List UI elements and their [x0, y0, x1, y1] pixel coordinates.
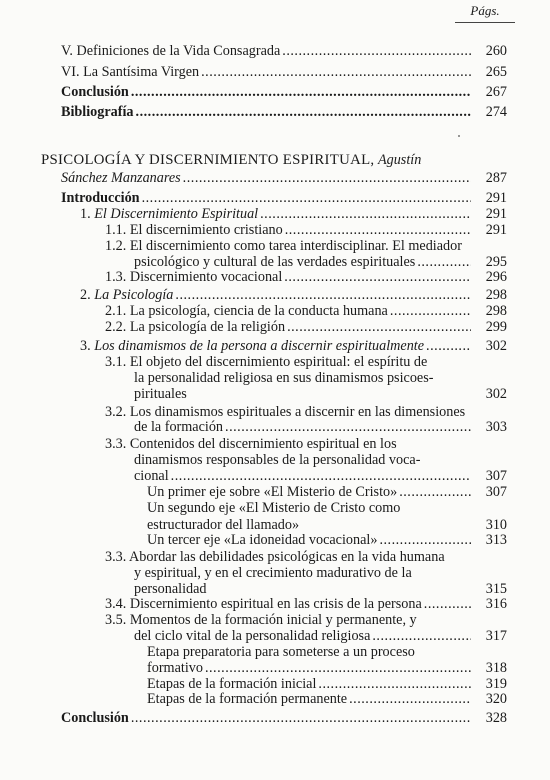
toc-entry [147, 517, 507, 533]
leader-dots [205, 660, 471, 676]
toc-label: VI. La Santísima Virgen [61, 64, 200, 80]
toc-entry [61, 43, 507, 59]
toc-entry [61, 64, 507, 80]
toc-page: 298 [485, 287, 507, 303]
toc-page: 296 [485, 269, 507, 285]
leader-dots [225, 419, 471, 435]
toc-entry [134, 386, 507, 402]
toc-entry [61, 104, 507, 120]
toc-entry [134, 254, 507, 270]
toc-label: Conclusión [61, 84, 129, 100]
toc-entry [105, 596, 507, 612]
toc-page: 316 [485, 596, 507, 612]
leader-dots [399, 484, 471, 500]
toc-label: formativo [147, 660, 203, 676]
leader-dots [131, 710, 471, 726]
toc-label: 2.1. La psicología, ciencia de la conducta humana [105, 303, 388, 319]
toc-line: Etapa preparatoria para someterse a un proceso [147, 644, 415, 660]
toc-label: del ciclo vital de la personalidad religiosa [134, 628, 371, 644]
toc-entry [105, 269, 507, 285]
toc-page: 302 [485, 338, 507, 354]
toc-line: 3.5. Momentos de la formación inicial y permanente, y [105, 612, 417, 628]
leader-dots [349, 691, 471, 707]
toc-page: 291 [485, 206, 507, 222]
leader-dots [417, 254, 471, 270]
speck [458, 135, 460, 137]
toc-line: 1.2. El discernimiento como tarea interdisciplinar. El mediador [105, 238, 462, 254]
leader-dots [171, 468, 471, 484]
toc-label: personalidad [134, 581, 207, 597]
toc-label: Introducción [61, 190, 140, 206]
toc-label: Conclusión [61, 710, 129, 726]
toc-page: 307 [485, 468, 507, 484]
toc-page: 307 [485, 484, 507, 500]
toc-number: 2. [80, 287, 91, 303]
toc-page: 265 [485, 64, 507, 80]
toc-entry [80, 206, 507, 222]
article-author-last: Sánchez Manzanares [61, 170, 181, 186]
toc-label: Un tercer eje «La idoneidad vocacional» [147, 532, 378, 548]
toc-entry [61, 170, 507, 186]
leader-dots [285, 222, 471, 238]
toc-label: 2.2. La psicología de la religión [105, 319, 286, 335]
toc-line: la personalidad religiosa en sus dinamismos psicoes- [134, 370, 434, 386]
leader-dots [318, 676, 471, 692]
toc-entry [105, 222, 507, 238]
toc-line: 3.2. Los dinamismos espirituales a discernir en las dimensiones [105, 404, 466, 420]
leader-dots [390, 303, 471, 319]
toc-entry [105, 319, 507, 335]
toc-label: El Discernimiento Espiritual [94, 206, 259, 222]
toc-entry [147, 484, 507, 500]
leader-dots [175, 287, 471, 303]
toc-number: 3. [80, 338, 91, 354]
toc-page: 302 [485, 386, 507, 402]
toc-label: 3.4. Discernimiento espiritual en las crisis de la persona [105, 596, 422, 612]
toc-label: V. Definiciones de la Vida Consagrada [61, 43, 281, 59]
toc-entry [147, 532, 507, 548]
toc-entry [147, 676, 507, 692]
toc-label: 1.3. Discernimiento vocacional [105, 269, 283, 285]
toc-line: y espiritual, y en el crecimiento madurativo de la [134, 565, 412, 581]
toc-page: 319 [485, 676, 507, 692]
toc-label: Bibliografía [61, 104, 134, 120]
toc-entry [134, 581, 507, 597]
toc-page: 298 [485, 303, 507, 319]
toc-line: dinamismos responsables de la personalidad voca- [134, 452, 421, 468]
toc-line: 3.1. El objeto del discernimiento espiritual: el espíritu de [105, 354, 428, 370]
leader-dots [426, 338, 471, 354]
toc-page: 299 [485, 319, 507, 335]
toc-entry [61, 710, 507, 726]
toc-page: 291 [485, 190, 507, 206]
toc-label: cional [134, 468, 169, 484]
toc-entry [80, 287, 507, 303]
toc-page: 291 [485, 222, 507, 238]
toc-entry [134, 468, 507, 484]
leader-dots [183, 170, 471, 186]
toc-entry [80, 338, 507, 354]
toc-page: 303 [485, 419, 507, 435]
toc-label: pirituales [134, 386, 187, 402]
toc-entry [134, 419, 507, 435]
toc-page: 295 [485, 254, 507, 270]
toc-label: Los dinamismos de la persona a discernir espiritualmente [94, 338, 425, 354]
leader-dots [282, 43, 471, 59]
toc-label: estructurador del llamado» [147, 517, 300, 533]
toc-number: 1. [80, 206, 91, 222]
toc-entry [147, 660, 507, 676]
toc-line: 3.3. Abordar las debilidades psicológicas en la vida humana [105, 549, 445, 565]
leader-dots [372, 628, 471, 644]
toc-page: 328 [485, 710, 507, 726]
toc-entry [134, 628, 507, 644]
leader-dots [287, 319, 471, 335]
leader-dots [201, 64, 471, 80]
toc-page: 318 [485, 660, 507, 676]
toc-label: 1.1. El discernimiento cristiano [105, 222, 283, 238]
leader-dots [424, 596, 471, 612]
toc-label: Un primer eje sobre «El Misterio de Cristo» [147, 484, 398, 500]
toc-page: 287 [485, 170, 507, 186]
toc-page: 320 [485, 691, 507, 707]
toc-page: 313 [485, 532, 507, 548]
leader-dots [142, 190, 471, 206]
toc-label: Etapas de la formación permanente [147, 691, 348, 707]
toc-page: 260 [485, 43, 507, 59]
article-title: PSICOLOGÍA Y DISCERNIMIENTO ESPIRITUAL, [41, 152, 375, 168]
toc-page: 315 [485, 581, 507, 597]
toc-entry [147, 691, 507, 707]
leader-dots [136, 104, 471, 120]
leader-dots [379, 532, 471, 548]
leader-dots [260, 206, 471, 222]
leader-dots [284, 269, 471, 285]
toc-page: 317 [485, 628, 507, 644]
toc-label: Etapas de la formación inicial [147, 676, 317, 692]
toc-page: 267 [485, 84, 507, 100]
toc-label: de la formación [134, 419, 224, 435]
article-title-line [41, 152, 421, 168]
toc-entry [61, 190, 507, 206]
toc-label: La Psicología [94, 287, 174, 303]
article-author-first: Agustín [377, 152, 422, 168]
pags-header: Págs. [455, 0, 515, 23]
toc-entry [61, 84, 507, 100]
toc-line: 3.3. Contenidos del discernimiento espiritual en los [105, 436, 397, 452]
toc-label: psicológico y cultural de las verdades espirituales [134, 254, 416, 270]
toc-page: 310 [485, 517, 507, 533]
toc-line: Un segundo eje «El Misterio de Cristo como [147, 500, 401, 516]
toc-page: 274 [485, 104, 507, 120]
toc-entry [105, 303, 507, 319]
leader-dots [131, 84, 471, 100]
